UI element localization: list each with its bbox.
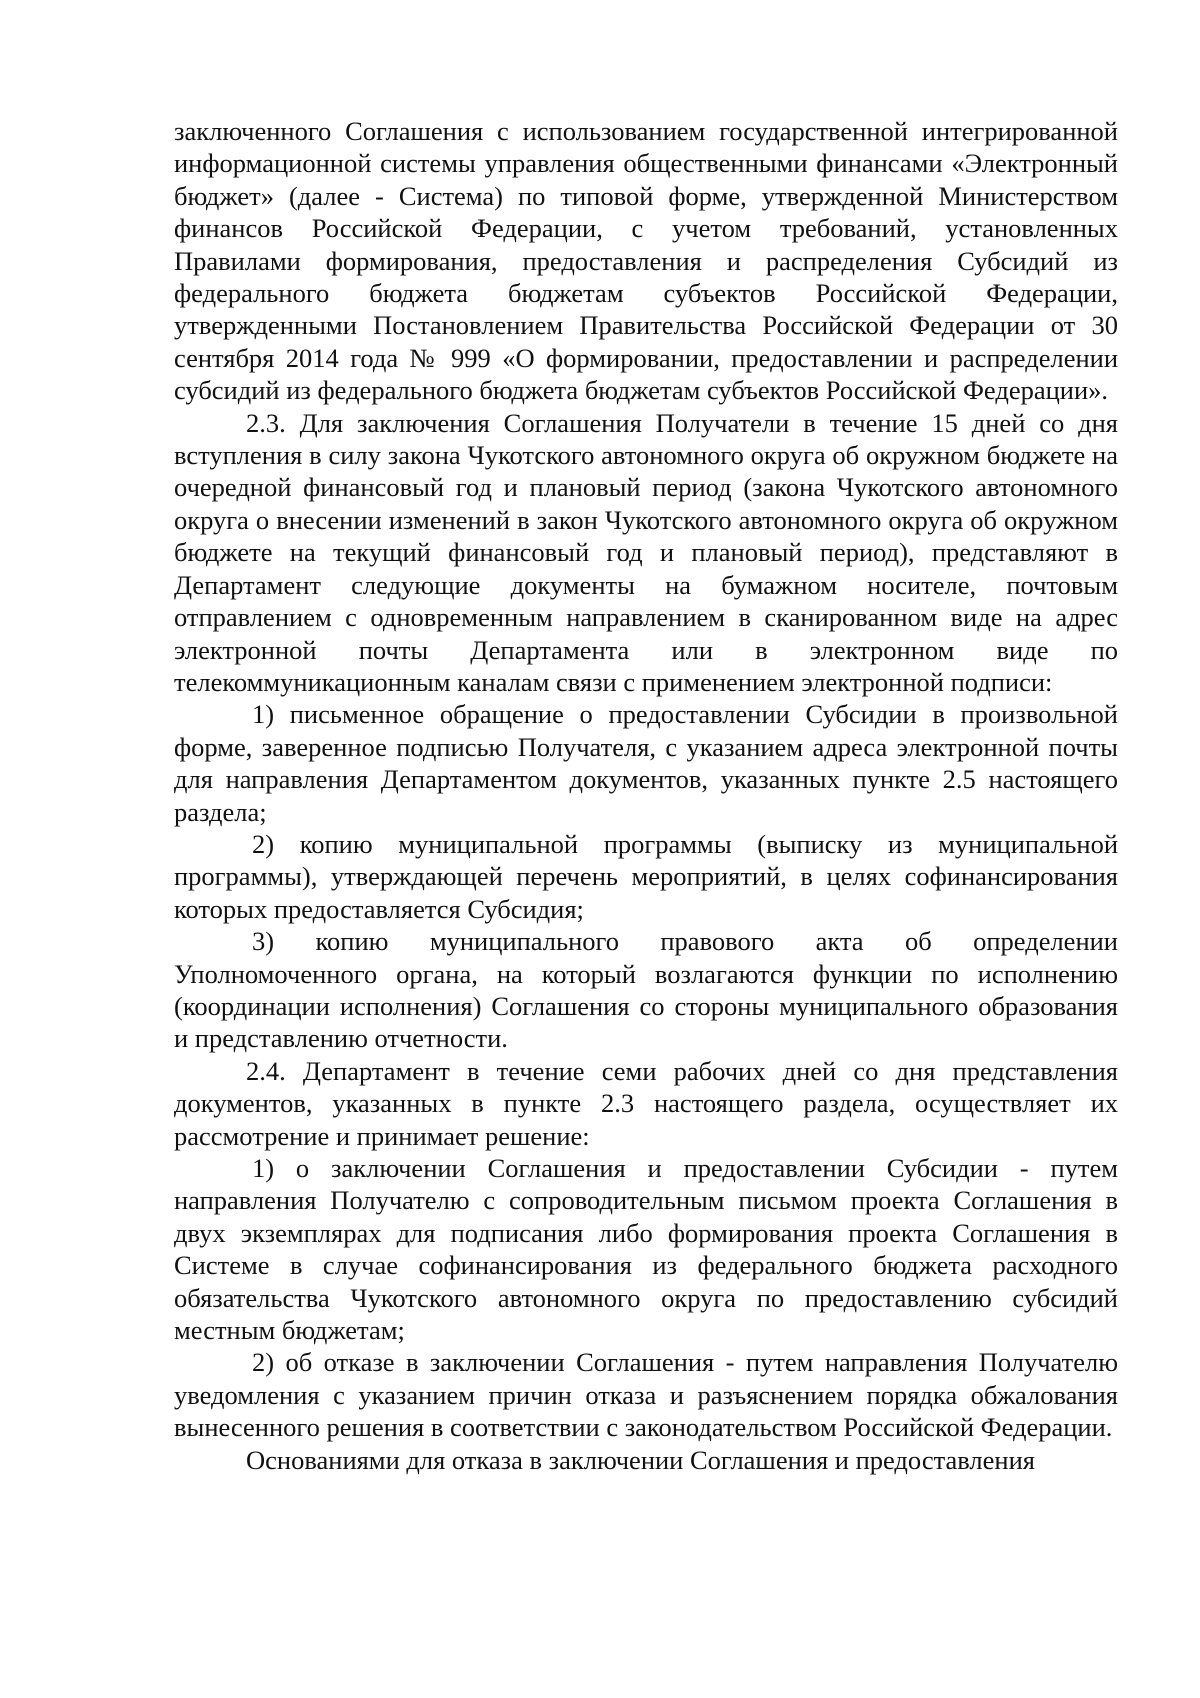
paragraph-clause-2-3-item-3: 3) копию муниципального правового акта об определении Уполномоченного органа, на который возлагаются функции по исполнению (координации исполнения) Соглашения со стороны муниципального образования и представлению отчетности. [174,926,1118,1054]
document-page [174,115,1118,1476]
paragraph-refusal-grounds: Основаниями для отказа в заключении Соглашения и предоставления [246,1444,1035,1475]
paragraph-clause-2-4-item-2: 2) об отказе в заключении Соглашения - путем направления Получателю уведомления с указанием причин отказа и разъяснением порядка обжалования вынесенного решения в соответствии с законодательством Российской Федерации. [174,1347,1118,1443]
paragraph-continuation: заключенного Соглашения с использованием государственной интегрированной информационной системы управления общественными финансами «Электронный бюджет» (далее - Система) по типовой форме, утвержденной Министерством финансов Российской Федерации, с учетом требований, установленных Правилами формирования, предоставления и распределения Субсидий из федерального бюджета бюджетам субъектов Российской Федерации, утвержденными Постановлением Правительства Российской Федерации от 30 сентября 2014 года № 999 «О формировании, предоставлении и распределении субсидий из федерального бюджета бюджетам субъектов Российской Федерации». [174,116,1118,406]
paragraph-clause-2-4: 2.4. Департамент в течение семи рабочих дней со дня представления документов, указанных в пункте 2.3 настоящего раздела, осуществляет их рассмотрение и принимает решение: [174,1055,1118,1151]
paragraph-clause-2-3-item-2: 2) копию муниципальной программы (выписку из муниципальной программы), утверждающей перечень мероприятий, в целях софинансирования которых предоставляется Субсидия; [174,828,1118,924]
paragraph-clause-2-4-item-1: 1) о заключении Соглашения и предоставлении Субсидии - путем направления Получателю с сопроводительным письмом проекта Соглашения в двух экземплярах для подписания либо формирования проекта Соглашения в Системе в случае софинансирования из федерального бюджета расходного обязательства Чукотского автономного округа по предоставлению субсидий местным бюджетам; [174,1153,1118,1346]
paragraph-clause-2-3-item-1: 1) письменное обращение о предоставлении Субсидии в произвольной форме, заверенное подписью Получателя, с указанием адреса электронной почты для направления Департаментом документов, указанных пункте 2.5 настоящего раздела; [174,699,1118,827]
paragraph-clause-2-3: 2.3. Для заключения Соглашения Получатели в течение 15 дней со дня вступления в силу закона Чукотского автономного округа об окружном бюджете на очередной финансовый год и плановый период (закона Чукотского автономного округа о внесении изменений в закон Чукотского автономного округа об окружном бюджете на текущий финансовый год и плановый период), представляют в Департамент следующие документы на бумажном носителе, почтовым отправлением с одновременным направлением в сканированном виде на адрес электронной почты Департамента или в электронном виде по телекоммуникационным каналам связи с применением электронной подписи: [174,407,1118,697]
